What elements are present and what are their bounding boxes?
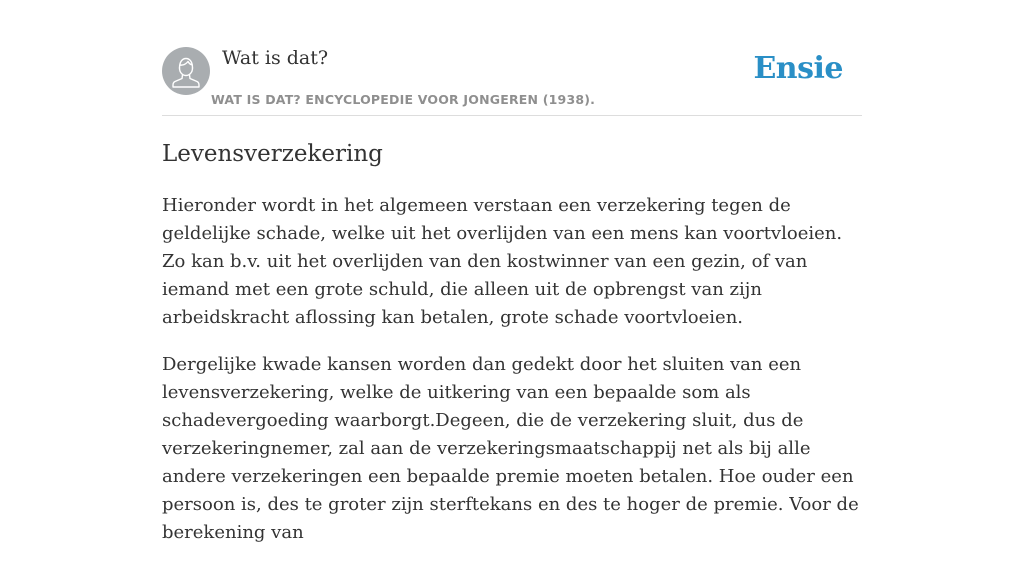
source-header [162,46,862,116]
article-body [162,192,862,566]
source-subtitle[interactable]: WAT IS DAT? ENCYCLOPEDIE VOOR JONGEREN (1938). [211,92,596,107]
article-paragraph: Dergelijke kwade kansen worden dan gedekt door het sluiten van een levensverzekering, welke de uitkering van een bepaalde som als schadevergoeding waarborgt.Degeen, die de verzekering sluit, dus de verzekeringnemer, zal aan de verzekeringsmaatschappij net als bij alle andere verzekeringen een bepaalde premie moeten betalen. Hoe ouder een persoon is, des te groter zijn sterftekans en des te hoger de premie. Voor de berekening van [162,354,859,543]
source-title[interactable]: Wat is dat? [222,47,329,69]
article-title: Levensverzekering [162,141,383,167]
article-paragraph: Hieronder wordt in het algemeen verstaan een verzekering tegen de geldelijke schade, welke uit het overlijden van een mens kan voortvloeien. Zo kan b.v. uit het overlijden van den kostwinner van een gezin, of van iemand met een grote schuld, die alleen uit de opbrengst van zijn arbeidskracht aflossing kan betalen, grote schade voortvloeien. [162,195,843,328]
user-silhouette-icon[interactable] [162,47,210,95]
ensie-logo[interactable]: Ensie [753,51,843,86]
